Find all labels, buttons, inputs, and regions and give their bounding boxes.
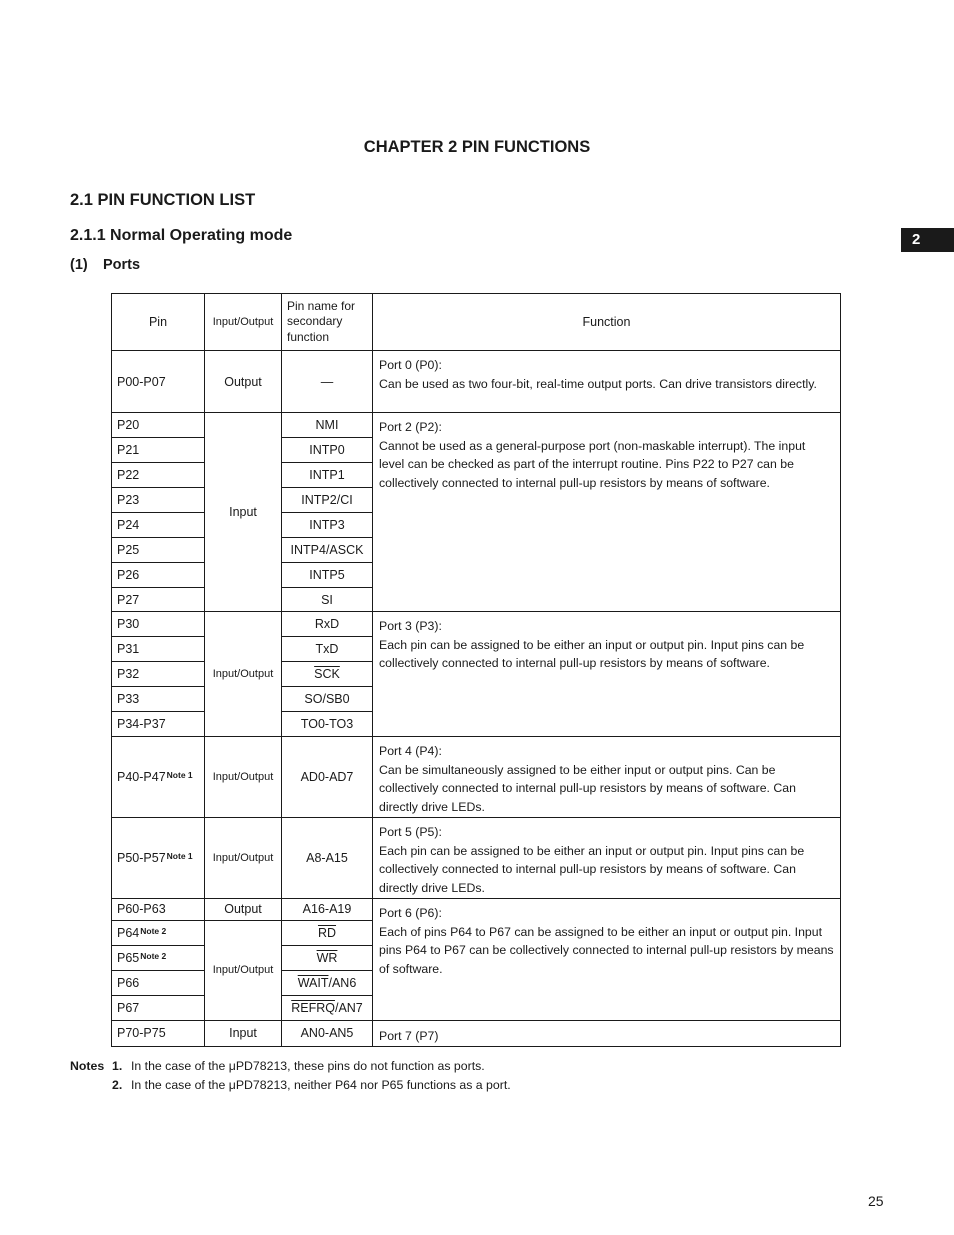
- pin-cell: [112, 612, 205, 637]
- io-cell: Input/Output: [205, 920, 282, 1020]
- function-cell: [373, 818, 841, 899]
- function-cell: [373, 1020, 841, 1046]
- secondary-function-cell: [282, 970, 373, 995]
- active-low-signal: WAIT: [297, 975, 329, 990]
- pin-cell: [112, 737, 205, 818]
- active-low-signal: $\overline{WR}$: [316, 950, 338, 965]
- io-cell: Input: [205, 413, 282, 612]
- function-cell: [373, 612, 841, 737]
- pin-table-body: [112, 351, 841, 1047]
- pin-name: P60-P63: [117, 902, 166, 917]
- signal-suffix: /AN6: [328, 975, 357, 990]
- pin-cell: [112, 945, 205, 970]
- secondary-function-cell: RxD: [282, 612, 373, 637]
- table-row: [112, 898, 841, 920]
- pin-cell: [112, 513, 205, 538]
- pin-name: P64: [117, 925, 140, 940]
- note-text: In the case of the μPD78213, neither P64 nor P65 functions as a port.: [131, 1078, 511, 1092]
- pin-name: P27: [117, 592, 140, 607]
- note-reference: Note 2: [140, 950, 167, 961]
- item-title: [70, 257, 140, 273]
- secondary-function-cell: [282, 920, 373, 945]
- secondary-function-cell: INTP3: [282, 513, 373, 538]
- active-low-signal: $\overline{RD}$: [317, 925, 337, 940]
- note-reference: Note 2: [140, 925, 167, 936]
- table-row: [112, 351, 841, 413]
- note-reference: Note 1: [166, 770, 193, 780]
- note-text: In the case of the μPD78213, these pins do not function as ports.: [131, 1059, 485, 1073]
- port-description: Each pin can be assigned to be either an input or output pin. Input pins can be collectively connected to internal pull-up resistors by means of software. Can directly drive LEDs.: [379, 843, 805, 896]
- note-number: 2.: [112, 1078, 123, 1092]
- note-reference: Note 1: [166, 850, 193, 861]
- note-item: [70, 1057, 511, 1076]
- header-io: Input/Output: [205, 294, 282, 351]
- pin-name: P34-P37: [117, 717, 166, 731]
- notes: [70, 1057, 511, 1095]
- pin-name: P00-P07: [117, 374, 166, 389]
- secondary-function-cell: INTP1: [282, 463, 373, 488]
- pin-name: P40-P47: [117, 770, 166, 784]
- pin-cell: [112, 920, 205, 945]
- pin-cell: [112, 687, 205, 712]
- pin-name: P67: [117, 1000, 140, 1015]
- pin-name: P25: [117, 543, 140, 557]
- function-cell: [373, 737, 841, 818]
- header-secondary-function: Pin name for secondary function: [282, 294, 373, 351]
- secondary-function-cell: A16-A19: [282, 898, 373, 920]
- signal-suffix: /AN7: [334, 1000, 363, 1015]
- secondary-function-cell: [282, 945, 373, 970]
- pin-name: P70-P75: [117, 1026, 166, 1041]
- pin-name: P23: [117, 493, 140, 507]
- port-heading: Port 0 (P0):: [379, 358, 442, 372]
- pin-cell: [112, 712, 205, 737]
- pin-cell: [112, 488, 205, 513]
- pin-cell: [112, 463, 205, 488]
- table-row: [112, 612, 841, 637]
- secondary-function-cell: [282, 662, 373, 687]
- note-number: 1.: [112, 1059, 123, 1073]
- io-cell: Output: [205, 351, 282, 413]
- secondary-function-cell: —: [282, 351, 373, 413]
- notes-heading: Notes: [70, 1059, 105, 1073]
- chapter-title: CHAPTER 2 PIN FUNCTIONS: [363, 138, 591, 156]
- pin-name: P30: [117, 617, 140, 631]
- port-heading: Port 6 (P6):: [379, 905, 442, 920]
- pin-cell: [112, 898, 205, 920]
- pin-cell: [112, 995, 205, 1020]
- io-cell: Input/Output: [205, 612, 282, 737]
- pin-name: P33: [117, 692, 140, 706]
- pin-name: P32: [117, 667, 140, 681]
- function-cell: [373, 898, 841, 1020]
- pin-cell: [112, 970, 205, 995]
- header-function: Function: [373, 294, 841, 351]
- table-header-row: [112, 294, 841, 351]
- pin-name: P50-P57: [117, 850, 166, 865]
- secondary-function-cell: INTP2/CI: [282, 488, 373, 513]
- secondary-function-cell: SI: [282, 588, 373, 612]
- pin-name: P22: [117, 468, 140, 482]
- pin-cell: [112, 818, 205, 899]
- secondary-function-cell: INTP5: [282, 563, 373, 588]
- pin-cell: [112, 662, 205, 687]
- port-description: Each pin can be assigned to be either an input or output pin. Input pins can be collectively connected to internal pull-up resistors by means of software.: [379, 637, 805, 671]
- port-description: Can be simultaneously assigned to be either input or output pins. Can be collectively connected to internal pull-up resistors by means of software. Can directly drive LEDs.: [379, 762, 796, 815]
- function-cell: [373, 413, 841, 612]
- table-row: [112, 818, 841, 899]
- subsection-title: 2.1.1 Normal Operating mode: [70, 227, 293, 244]
- header-pin: Pin: [112, 294, 205, 351]
- function-cell: [373, 351, 841, 413]
- pin-name: P21: [117, 443, 140, 457]
- secondary-function-cell: [282, 995, 373, 1020]
- active-low-signal: REFRQ: [291, 1000, 335, 1015]
- port-description: Can be used as two four-bit, real-time output ports. Can drive transistors directly.: [379, 376, 817, 391]
- secondary-function-cell: TO0-TO3: [282, 712, 373, 737]
- io-cell: Input/Output: [205, 818, 282, 899]
- secondary-function-cell: A8-A15: [282, 818, 373, 899]
- page-number: 25: [868, 1193, 884, 1209]
- table-row: [112, 413, 841, 438]
- port-heading: Port 3 (P3):: [379, 619, 442, 633]
- secondary-function-cell: SO/SB0: [282, 687, 373, 712]
- pin-cell: [112, 351, 205, 413]
- pin-name: P31: [117, 642, 140, 656]
- io-cell: Input: [205, 1020, 282, 1046]
- pin-cell: [112, 637, 205, 662]
- port-heading: Port 7 (P7): [379, 1028, 439, 1043]
- item-label: Ports: [103, 257, 141, 273]
- port-heading: Port 2 (P2):: [379, 420, 442, 434]
- pin-cell: [112, 588, 205, 612]
- table-row: [112, 1020, 841, 1046]
- secondary-function-cell: AN0-AN5: [282, 1020, 373, 1046]
- secondary-function-cell: TxD: [282, 637, 373, 662]
- secondary-function-cell: INTP0: [282, 438, 373, 463]
- pin-name: P24: [117, 518, 140, 532]
- note-item: [70, 1076, 511, 1095]
- secondary-function-cell: NMI: [282, 413, 373, 438]
- secondary-function-cell: INTP4/ASCK: [282, 538, 373, 563]
- active-low-signal: $\overline{SCK}$: [314, 667, 340, 681]
- io-cell: Output: [205, 898, 282, 920]
- table-row: [112, 737, 841, 818]
- pin-cell: [112, 438, 205, 463]
- port-description: Each of pins P64 to P67 can be assigned to be either an input or output pin. Input pins P64 to P67 can be collectively connected to internal pull-up resistors by means of software.: [379, 924, 834, 976]
- io-cell: Input/Output: [205, 737, 282, 818]
- section-title: 2.1 PIN FUNCTION LIST: [70, 191, 256, 209]
- pin-cell: [112, 1020, 205, 1046]
- pin-name: P26: [117, 568, 140, 582]
- pin-name: P20: [117, 418, 140, 432]
- pin-cell: [112, 563, 205, 588]
- port-heading: Port 4 (P4):: [379, 744, 442, 758]
- pin-cell: [112, 538, 205, 563]
- item-number: (1): [70, 257, 88, 273]
- pin-name: P65: [117, 950, 140, 965]
- pin-cell: [112, 413, 205, 438]
- port-description: Cannot be used as a general-purpose port (non-maskable interrupt). The input level can be checked as part of the interrupt routine. Pins P22 to P27 can be collectively connected to internal pull-up resistors by means of software.: [379, 438, 806, 491]
- pin-name: P66: [117, 975, 140, 990]
- secondary-function-cell: AD0-AD7: [282, 737, 373, 818]
- chapter-tab: 2: [901, 228, 954, 252]
- pin-function-table: [111, 293, 841, 1047]
- port-heading: Port 5 (P5):: [379, 825, 442, 839]
